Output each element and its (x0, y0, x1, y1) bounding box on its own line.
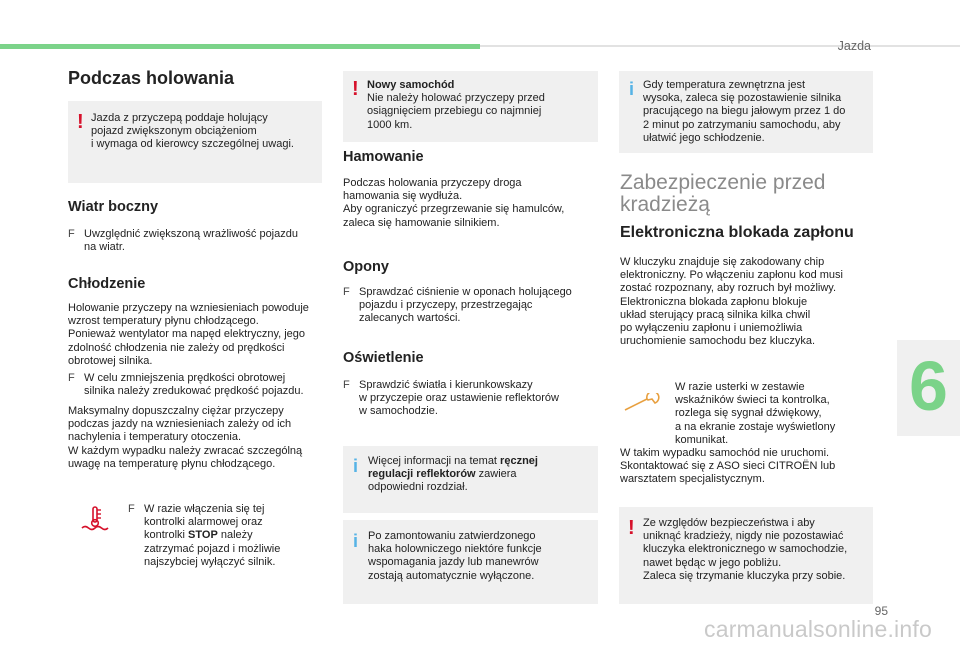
bullet-lighting: F Sprawdzić światła i kierunkowskazy w przyczepie oraz ustawienie reflektorów w samochodzie. (343, 379, 559, 418)
info-icon: i (629, 79, 635, 99)
chapter-number: 6 (909, 347, 948, 425)
bullet-cooling: F W celu zmniejszenia prędkości obrotowej silnika należy zredukować prędkość pojazdu. (68, 372, 304, 398)
warning-icon: ! (77, 111, 84, 133)
info-box-headlamps (343, 446, 598, 513)
info-box-towbar (343, 520, 598, 604)
title-towing: Podczas holowania (68, 68, 235, 88)
info-box-temperature (619, 71, 873, 153)
title-immobiliser: Elektroniczna blokada zapłonu (620, 224, 854, 241)
immobiliser-text: W kluczyku znajduje się zakodowany chip elektroniczny. Po włączeniu zapłonu kod musi zostać rozpoznany, aby rozruch był możliwy. Elektroniczna blokada zapłonu blokuje układ sterujący pracą silnika kilka chwil po wyłączeniu zapłonu i uniemożliwia uruchomienie samochodu bez kluczyka. (620, 256, 843, 348)
braking-text: Podczas holowania przyczepy droga hamowania się wydłuża. Aby ograniczyć przegrzewanie się hamulców, zaleca się hamowanie silnikiem. (343, 177, 565, 229)
title-theft-protection: Zabezpieczenie przed kradzieżą (620, 171, 826, 216)
bullet-crosswind: F Uwzględnić zwiększoną wrażliwość pojazdu na wiatr. (68, 228, 298, 254)
bullet-stop-warning: F W razie włączenia się tej kontrolki alarmowej oraz kontrolki STOP należy zatrzymać pojazd i możliwie najszybciej wyłączyć silnik. (128, 503, 281, 568)
bullet-arrow-icon: F (68, 228, 75, 240)
bullet-arrow-icon: F (128, 503, 135, 515)
warning-box-towing (68, 101, 322, 183)
service-key-icon (623, 393, 663, 413)
cooling-text: Holowanie przyczepy na wzniesieniach powoduje wzrost temperatury płynu chłodzącego. Ponieważ wentylator ma napęd elektryczny, jego zdolność chłodzenia nie zależy od prędkości obrotowej silnika. (68, 302, 309, 367)
title-tyres: Opony (343, 259, 389, 275)
title-lighting: Oświetlenie (343, 350, 424, 366)
warning-text: Jazda z przyczepą poddaje holujący pojazd zwiększonym obciążeniom i wymaga od kierowcy szczególnej uwagi. (91, 112, 294, 151)
headlamps-info-text: Więcej informacji na temat ręcznej regulacji reflektorów zawiera odpowiedni rozdział. (368, 455, 538, 494)
coolant-temperature-icon (80, 505, 110, 533)
temperature-info-text: Gdy temperatura zewnętrzna jest wysoka, zaleca się pozostawienie silnika pracującego na biegu jałowym przez 1 do 2 minut po zatrzymaniu samochodu, aby ułatwić jego schłodzenie. (643, 79, 846, 144)
new-car-text: Nowy samochód Nie należy holować przyczepy przed osiągnięciem przebiegu co najmniej 1000 km. (367, 79, 545, 131)
key-theft-warning-text: Ze względów bezpieczeństwa i aby uniknąć kradzieży, nigdy nie pozostawiać kluczyka elektronicznego w samochodzie, nawet będąc w jego pobliżu. Zaleca się trzymanie kluczyka przy sobie. (643, 517, 848, 582)
towbar-info-text: Po zamontowaniu zatwierdzonego haka holowniczego niektóre funkcje wspomagania jazdy lub manewrów zostają automatycznie wyłączone. (368, 530, 542, 582)
info-icon: i (353, 531, 359, 551)
bullet-arrow-icon: F (343, 379, 350, 391)
title-braking: Hamowanie (343, 149, 424, 165)
bullet-arrow-icon: F (343, 286, 350, 298)
page-number: 95 (874, 604, 888, 618)
bullet-arrow-icon: F (68, 372, 75, 384)
title-crosswind: Wiatr boczny (68, 199, 159, 215)
bullet-tyres: F Sprawdzać ciśnienie w oponach holującego pojazdu i przyczepy, przestrzegając zalecanych wartości. (343, 286, 572, 325)
info-icon: i (353, 456, 359, 476)
watermark: carmanualsonline.info (704, 616, 932, 642)
key-warning-text: W razie usterki w zestawie wskaźników świeci ta kontrolka, rozlega się sygnał dźwiękowy, a na ekranie zostaje wyświetlony komunikat. (675, 381, 836, 446)
section-title: Jazda (837, 39, 871, 53)
header-rule (480, 45, 960, 47)
warning-box-new-car (343, 71, 598, 142)
key-warning-text-2: W takim wypadku samochód nie uruchomi. Skontaktować się z ASO sieci CITROËN lub warsztatem specjalistycznym. (620, 447, 836, 486)
warning-icon: ! (628, 517, 635, 539)
header-accent-bar (0, 44, 480, 49)
cooling-text-2: Maksymalny dopuszczalny ciężar przyczepy podczas jazdy na wzniesieniach zależy od ich nachylenia i temperatury otoczenia. W każdym wypadku należy zwracać szczególną uwagę na temperaturę płynu chłodzącego. (68, 405, 303, 470)
warning-box-key (619, 507, 873, 604)
warning-icon: ! (352, 78, 359, 100)
title-cooling: Chłodzenie (68, 276, 146, 292)
